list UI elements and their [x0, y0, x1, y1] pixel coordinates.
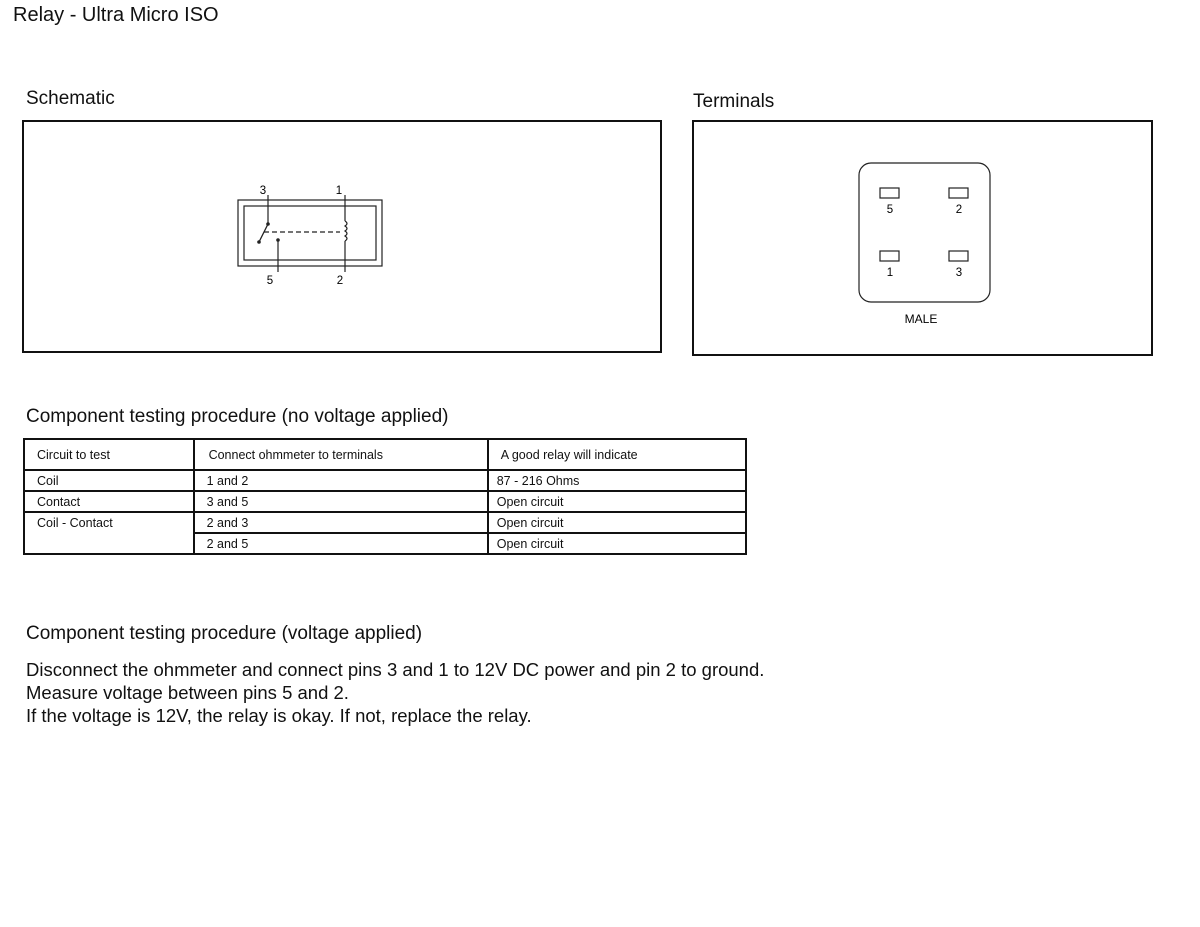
terminal-connector-diagram	[694, 122, 1151, 354]
switch-arm	[259, 224, 268, 242]
cell-terminals: 2 and 5	[194, 533, 488, 554]
cell-circuit: Contact	[24, 491, 194, 512]
schematic-pin-label-5: 5	[266, 275, 274, 287]
connector-outline	[859, 163, 990, 302]
terminal-slot-3	[949, 251, 968, 261]
relay-housing-outer	[238, 200, 382, 266]
instruction-line: If the voltage is 12V, the relay is okay. If not, replace the relay.	[26, 705, 532, 726]
no-voltage-title: Component testing procedure (no voltage applied)	[26, 406, 449, 427]
cell-indication: Open circuit	[488, 533, 746, 554]
table-row	[24, 512, 746, 533]
cell-indication: 87 - 216 Ohms	[488, 470, 746, 491]
terminals-title: Terminals	[693, 91, 775, 112]
header-circuit: Circuit to test	[24, 439, 194, 470]
terminal-slot-1	[880, 251, 899, 261]
instruction-line: Disconnect the ohmmeter and connect pins 3 and 1 to 12V DC power and pin 2 to ground.	[26, 659, 765, 680]
cell-terminals: 3 and 5	[194, 491, 488, 512]
schematic-pin-label-3: 3	[259, 185, 267, 197]
table-header-row	[24, 439, 746, 470]
header-terminals: Connect ohmmeter to terminals	[194, 439, 488, 470]
cell-indication: Open circuit	[488, 491, 746, 512]
cell-circuit	[24, 533, 194, 554]
no-voltage-test-table	[23, 438, 747, 555]
schematic-pin-label-2: 2	[336, 275, 344, 287]
terminal-label-2: 2	[955, 204, 963, 216]
page-title: Relay - Ultra Micro ISO	[13, 4, 219, 26]
cell-terminals: 1 and 2	[194, 470, 488, 491]
terminal-slot-5	[880, 188, 899, 198]
terminal-label-1: 1	[886, 267, 894, 279]
terminal-label-5: 5	[886, 204, 894, 216]
schematic-pin-label-1: 1	[335, 185, 343, 197]
voltage-instructions	[26, 658, 764, 727]
relay-schematic-diagram	[24, 122, 660, 351]
table-row	[24, 470, 746, 491]
voltage-title: Component testing procedure (voltage applied)	[26, 623, 423, 644]
instruction-line: Measure voltage between pins 5 and 2.	[26, 682, 349, 703]
coil-winding	[345, 221, 347, 241]
terminal-label-3: 3	[955, 267, 963, 279]
terminal-slot-2	[949, 188, 968, 198]
table-row	[24, 533, 746, 554]
cell-terminals: 2 and 3	[194, 512, 488, 533]
cell-circuit: Coil	[24, 470, 194, 491]
terminals-panel	[692, 120, 1153, 356]
cell-indication: Open circuit	[488, 512, 746, 533]
connector-gender-label: MALE	[904, 312, 938, 326]
schematic-title: Schematic	[26, 88, 115, 109]
header-indication: A good relay will indicate	[488, 439, 746, 470]
table-row	[24, 491, 746, 512]
cell-circuit: Coil - Contact	[24, 512, 194, 533]
schematic-panel	[22, 120, 662, 353]
